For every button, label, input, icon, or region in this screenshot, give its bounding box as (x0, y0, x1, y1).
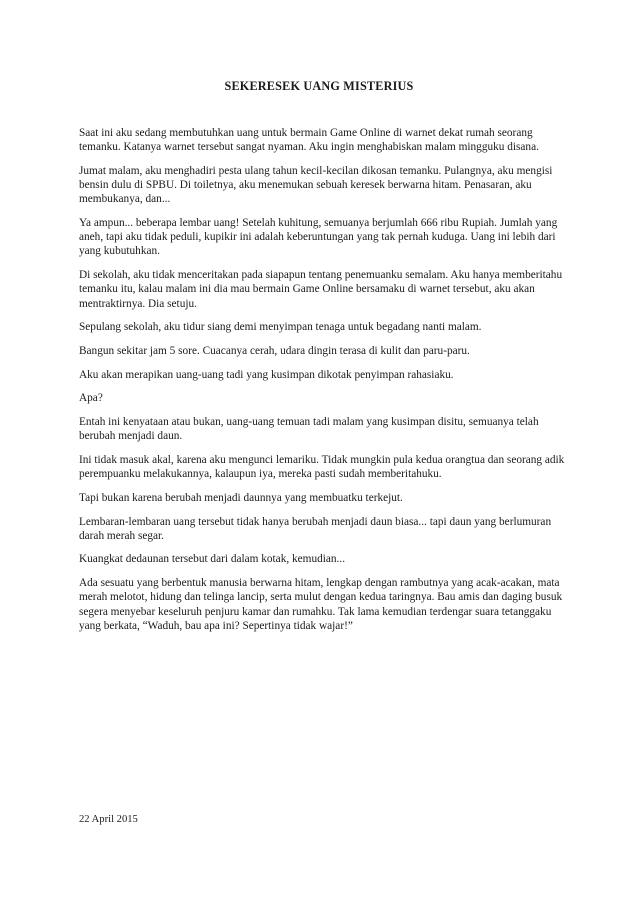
paragraph: Lembaran-lembaran uang tersebut tidak hanya berubah menjadi daun biasa... tapi daun yang berlumuran darah merah segar. (79, 515, 552, 542)
paragraph: Sepulang sekolah, aku tidur siang demi menyimpan tenaga untuk begadang nanti malam. (79, 321, 482, 334)
paragraph: Ada sesuatu yang berbentuk manusia berwarna hitam, lengkap dengan rambutnya yang acak-acakan, mata merah melotot, hidung dan telinga lancip, serta mulut dengan kedua taringnya. Bau amis dan daging busuk segera menyebar keseluruh penjuru kamar dan rumahku. Tak lama kemudian terdengar suara tetanggaku yang berkata, “Waduh, bau apa ini? Sepertinya tidak wajar!” (79, 577, 563, 632)
paragraph: Entah ini kenyataan atau bukan, uang-uang temuan tadi malam yang kusimpan disitu, semuanya telah berubah menjadi daun. (79, 416, 539, 443)
paragraph: Kuangkat dedaunan tersebut dari dalam kotak, kemudian... (79, 553, 346, 566)
paragraph: Tapi bukan karena berubah menjadi daunnya yang membuatku terkejut. (79, 491, 403, 504)
paragraph: Saat ini aku sedang membutuhkan uang untuk bermain Game Online di warnet dekat rumah seorang temanku. Katanya warnet tersebut sangat nyaman. Aku ingin menghabiskan malam mingguku disana. (79, 127, 539, 154)
paragraph: Aku akan merapikan uang-uang tadi yang kusimpan dikotak penyimpan rahasiaku. (79, 368, 454, 381)
paragraph: Di sekolah, aku tidak menceritakan pada siapapun tentang penemuanku semalam. Aku hanya memberitahu temanku itu, kalau malam ini dia mau bermain Game Online bersamaku di warnet tersebut, aku akan mentraktirnya. Dia setuju. (79, 269, 563, 310)
paragraph: Jumat malam, aku menghadiri pesta ulang tahun kecil-kecilan dikosan temanku. Pulangnya, aku mengisi bensin dulu di SPBU. Di toiletnya, aku menemukan sebuah keresek berwarna hitam. Penasaran, aku membukanya, dan... (79, 164, 553, 206)
document-body (79, 126, 565, 642)
paragraph: Ini tidak masuk akal, karena aku mengunci lemariku. Tidak mungkin pula kedua orangtua dan seorang adik perempuanku melakukannya, kalaupun iya, mereka pasti sudah memberitahuku. (79, 453, 565, 481)
document-title: SEKERESEK UANG MISTERIUS (224, 79, 414, 93)
paragraph: Bangun sekitar jam 5 sore. Cuacanya cerah, udara dingin terasa di kulit dan paru-paru. (79, 344, 470, 357)
document-date: 22 April 2015 (79, 814, 138, 825)
paragraph: Apa? (79, 392, 103, 405)
paragraph: Ya ampun... beberapa lembar uang! Setelah kuhitung, semuanya berjumlah 666 ribu Rupiah. Jumlah yang aneh, tapi aku tidak peduli, kupikir ini adalah keberuntungan yang tak pernah kuduga. Uang ini lebih dari yang kubutuhkan. (79, 217, 558, 258)
